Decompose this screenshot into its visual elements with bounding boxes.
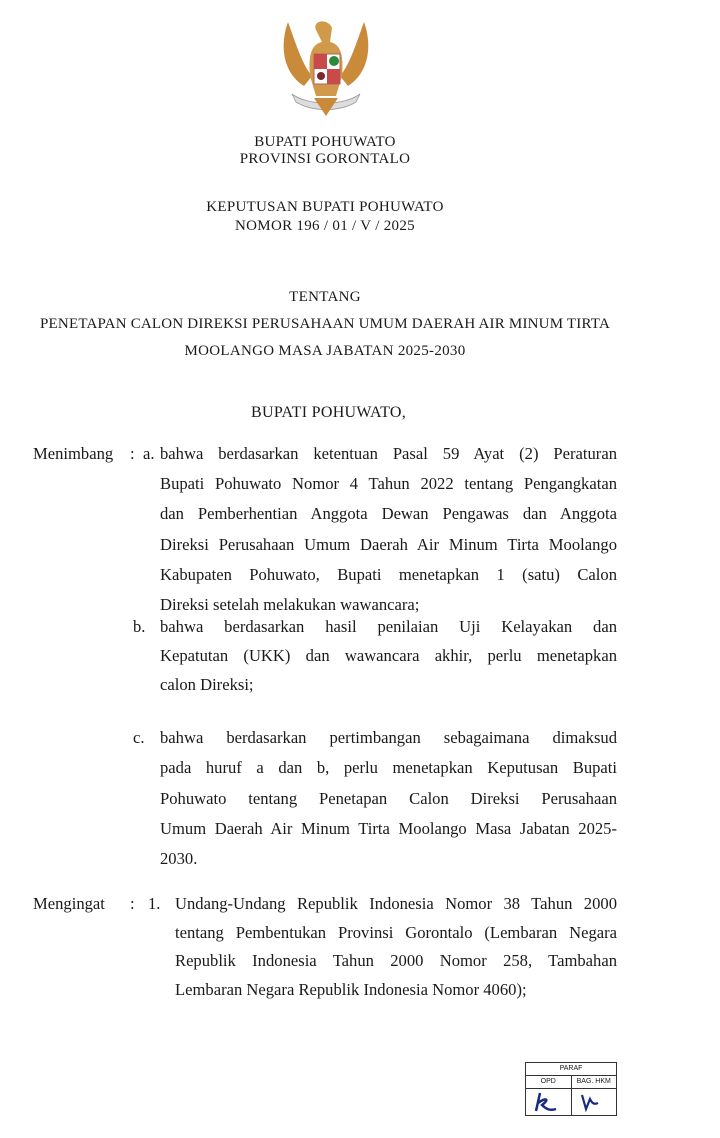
paraf-box [525, 1062, 617, 1116]
decree-title: KEPUTUSAN BUPATI POHUWATO [206, 199, 444, 215]
paraf-col-opd: OPD [526, 1076, 572, 1088]
item-text-line: Direksi setelah melakukan wawancara; [160, 595, 420, 614]
item-text-line: 2030. [160, 849, 198, 869]
item-marker: a. [143, 444, 155, 463]
paraf-col-bag-hkm: BAG. HKM [576, 1078, 611, 1085]
item-text-line: Kepatutan (UKK) dan wawancara akhir, perlu menetapkan [160, 646, 617, 665]
item-text-line: Umum Daerah Air Minum Tirta Moolango Masa Jabatan 2025- [160, 818, 617, 838]
hkm-initial-signature [572, 1089, 617, 1115]
subject-line: MOOLANGO MASA JABATAN 2025-2030 [184, 343, 466, 359]
decree-number: NOMOR 196 / 01 / V / 2025 [235, 218, 415, 234]
item-text-line: Republik Indonesia Tahun 2000 Nomor 258, Tambahan [175, 951, 617, 970]
item-text-line: Undang-Undang Republik Indonesia Nomor 38 Tahun 2000 [175, 894, 617, 913]
item-text-line: calon Direksi; [160, 675, 254, 694]
province-name: PROVINSI GORONTALO [239, 151, 411, 167]
office-name: BUPATI POHUWATO [254, 134, 396, 150]
item-text-line: Bupati Pohuwato Nomor 4 Tahun 2022 tentang Pengangkatan [160, 474, 617, 494]
item-marker: 1. [148, 894, 161, 913]
item-text-line: Lembaran Negara Republik Indonesia Nomor 4060); [175, 979, 527, 999]
garuda-emblem [278, 14, 374, 120]
paraf-title: PARAF [526, 1063, 616, 1076]
item-text-line: Pohuwato tentang Penetapan Calon Direksi Perusahaan [160, 788, 617, 808]
subject-line: PENETAPAN CALON DIREKSI PERUSAHAAN UMUM DAERAH AIR MINUM TIRTA [40, 316, 610, 332]
issuer: BUPATI POHUWATO, [251, 404, 407, 421]
item-text-line: bahwa berdasarkan pertimbangan sebagaimana dimaksud [160, 728, 617, 747]
colon: : [130, 444, 135, 463]
item-marker: c. [133, 728, 145, 747]
opd-initial-signature [526, 1089, 572, 1115]
mengingat-label: Mengingat [33, 894, 105, 913]
item-text-line: Kabupaten Pohuwato, Bupati menetapkan 1 (satu) Calon [160, 564, 617, 584]
item-text-line: bahwa berdasarkan hasil penilaian Uji Kelayakan dan [160, 617, 617, 636]
item-text-line: bahwa berdasarkan ketentuan Pasal 59 Ayat (2) Peraturan [160, 444, 617, 463]
item-marker: b. [133, 617, 146, 636]
colon: : [130, 894, 135, 913]
item-text-line: Direksi Perusahaan Umum Daerah Air Minum Tirta Moolango [160, 534, 617, 554]
menimbang-label: Menimbang [33, 444, 114, 463]
item-text-line: tentang Pembentukan Provinsi Gorontalo (Lembaran Negara [175, 922, 617, 942]
about-label: TENTANG [289, 289, 361, 305]
item-text-line: dan Pemberhentian Anggota Dewan Pengawas dan Anggota [160, 504, 617, 524]
item-text-line: pada huruf a dan b, perlu menetapkan Keputusan Bupati [160, 758, 617, 778]
